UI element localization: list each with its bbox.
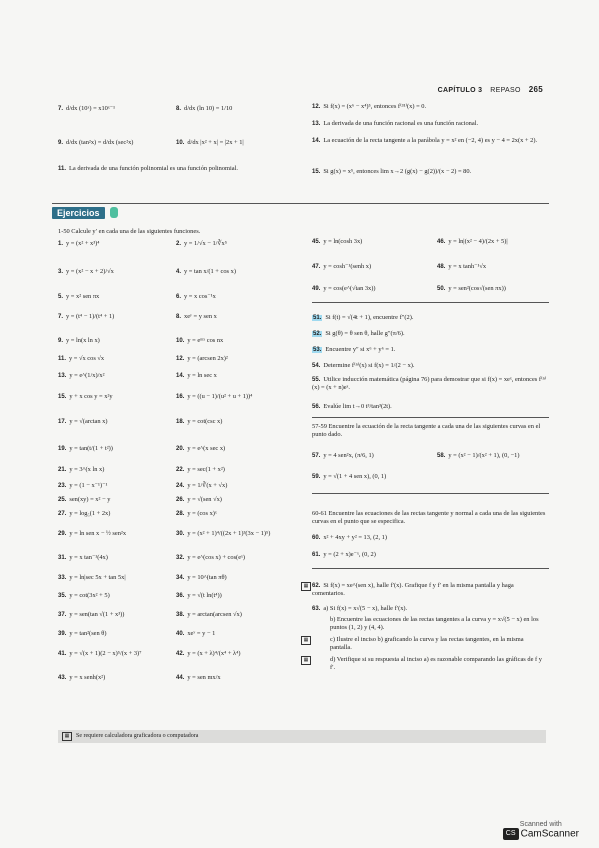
exercise-item: 24. y = 1/∛(x + √x) <box>176 482 228 489</box>
exercise-item: 36. y = √(t ln(t⁴)) <box>176 592 222 599</box>
exercise-item: 11. y = √x cos √x <box>58 355 105 362</box>
problem-item: 63. a) Si f(x) = x√(5 − x), halle f′(x). <box>312 605 408 612</box>
exercise-item: 39. y = tan²(sen θ) <box>58 630 107 637</box>
tf-item: 8. d/dx (ln 10) = 1/10 <box>176 105 233 112</box>
exercise-item: 1. y = (x² + x³)⁴ <box>58 240 100 247</box>
exercise-item: 46. y = ln|(x² − 4)/(2x + 5)| <box>437 238 508 245</box>
problem-subitem: c) Ilustre el inciso b) graficando la curva y las rectas tangentes, en la misma pantalla. <box>330 636 524 651</box>
calculator-icon: ▦ <box>62 732 72 741</box>
chapter-label: CAPÍTULO 3 <box>437 87 483 94</box>
exercise-item: 4. y = tan x/(1 + cos x) <box>176 268 236 275</box>
exercise-item: 28. y = (cos x)ˣ <box>176 510 217 517</box>
problem-subitem: d) Verifique si su respuesta al inciso a) es razonable comparando las gráficas de f y f′. <box>330 656 542 671</box>
exercise-item: 31. y = x tan⁻¹(4x) <box>58 554 108 561</box>
exercise-item: 14. y = ln sec x <box>176 372 217 379</box>
footer-text: Se requiere calculadora graficadora o computadora <box>76 733 199 739</box>
exercise-item: 43. y = x senh(x²) <box>58 674 106 681</box>
exercise-item: 30. y = (x² + 1)⁴/((2x + 1)³(3x − 1)⁵) <box>176 530 271 537</box>
exercise-item: 5. y = x² sen πx <box>58 293 100 300</box>
problem-item: 51. Si f(t) = √(4t + 1), encuentre f″(2). <box>313 314 414 321</box>
exercise-item: 29. y = ln sen x − ½ sen²x <box>58 530 127 537</box>
exercise-item: 27. y = log₅(1 + 2x) <box>58 510 111 517</box>
exercise-item: 6. y = x cos⁻¹x <box>176 293 216 300</box>
tf-item: 11. La derivada de una función polinomial es una función polinomial. <box>58 165 238 172</box>
problem-item: 56. Evalúe lim t→0 t³/tan³(2t). <box>312 403 392 410</box>
problem-item: 52. Si g(θ) = θ sen θ, halle g″(π/6). <box>313 330 405 337</box>
exercise-item: 35. y = cot(3x² + 5) <box>58 592 110 599</box>
problem-item: 62. Si f(x) = xe^(sen x), halle f′(x). Grafique f y f′ en la misma pantalla y haga comentarios. <box>312 582 514 597</box>
exercise-item: 3. y = (x² − x + 2)/√x <box>58 268 114 275</box>
problem-item: 61. y = (2 + x)e⁻ˣ, (0, 2) <box>312 551 376 558</box>
page-header <box>438 85 543 94</box>
exercise-item: 22. y = sec(1 + x²) <box>176 466 225 473</box>
exercise-item: 33. y = ln|sec 5x + tan 5x| <box>58 574 126 581</box>
column-rule <box>312 493 549 494</box>
camscanner-logo: CS <box>503 828 519 840</box>
exercise-item: 13. y = e^(1/x)/x² <box>58 372 105 379</box>
tf-item: 15. Si g(x) = x⁵, entonces lim x→2 (g(x) − g(2))/(x − 2) = 80. <box>312 168 472 175</box>
column-rule <box>312 417 549 418</box>
exercise-item: 49. y = cos(e^(√tan 3x)) <box>312 285 376 292</box>
exercise-item: 45. y = ln(cosh 3x) <box>312 238 363 245</box>
exercises-intro: 1-50 Calcule y′ en cada una de las siguientes funciones. <box>58 228 201 235</box>
footer-note <box>58 730 546 743</box>
problem-item: 53. Encuentre y″ si x⁶ + y⁶ = 1. <box>313 346 396 353</box>
problem-item: 57. y = 4 sen²x, (π/6, 1) <box>312 452 374 459</box>
exercise-item: 17. y = √(arctan x) <box>58 418 108 425</box>
scanner-line1: Scanned with <box>519 821 562 828</box>
calculator-icon: ▦ <box>301 656 311 665</box>
exercise-item: 34. y = 10^(tan πθ) <box>176 574 227 581</box>
exercise-item: 50. y = sen²(cos√(sen πx)) <box>437 285 506 292</box>
exercise-item: 38. y = arctan(arcsen √x) <box>176 611 242 618</box>
exercise-item: 48. y = x tanh⁻¹√x <box>437 263 487 270</box>
scanner-line2: CamScanner <box>520 828 579 840</box>
tf-item: 13. La derivada de una función racional es una función racional. <box>312 120 479 127</box>
exercise-item: 21. y = 3^(x ln x) <box>58 466 105 473</box>
column-rule <box>312 302 549 303</box>
tf-item: 12. Si f(x) = (x⁶ − x⁴)⁵, entonces f⁽³¹⁾(x) = 0. <box>312 103 427 110</box>
exercise-item: 40. xeʸ = y − 1 <box>176 630 216 637</box>
tf-item: 7. d/dx (10ˣ) = x10ˣ⁻¹ <box>58 105 115 112</box>
exercise-item: 47. y = cosh⁻¹(senh x) <box>312 263 372 270</box>
tf-item: 9. d/dx (tan²x) = d/dx (sec²x) <box>58 139 134 146</box>
tf-item: 14. La ecuación de la recta tangente a la parábola y = x² en (−2, 4) es y − 4 = 2x(x + 2). <box>312 137 538 144</box>
exercise-item: 8. xeʸ = y sen x <box>176 313 217 320</box>
exercise-item: 19. y = tan(t/(1 + t²)) <box>58 445 113 452</box>
exercise-item: 25. sen(xy) = x² − y <box>58 496 111 503</box>
problem-item: 55. Utilice inducción matemática (página 76) para demostrar que si f(x) = xeˣ, entonces f⁽ⁿ⁾(x) = (x + n)eˣ. <box>312 376 547 391</box>
section-intro: 60-61 Encuentre las ecuaciones de las rectas tangente y normal a cada una de las siguientes curvas en el punto que se especifica. <box>312 510 546 525</box>
column-rule <box>312 568 549 569</box>
exercise-item: 37. y = sen(tan √(1 + x³)) <box>58 611 125 618</box>
problem-subitem: b) Encuentre las ecuaciones de las rectas tangentes a la curva y = x√(5 − x) en los puntos (1, 2) y (4, 4). <box>330 616 539 631</box>
calculator-icon: ▦ <box>301 582 311 591</box>
section-intro: 57-59 Encuentre la ecuación de la recta tangente a cada una de las siguientes curvas en el punto dado. <box>312 423 541 438</box>
exercise-item: 26. y = √(sen √x) <box>176 496 222 503</box>
heading-tab <box>110 207 118 218</box>
exercise-item: 9. y = ln(x ln x) <box>58 337 100 344</box>
exercise-item: 20. y = e^(x sec x) <box>176 445 226 452</box>
exercise-item: 44. y = sen mx/x <box>176 674 221 681</box>
exercise-item: 32. y = e^(cos x) + cos(eˣ) <box>176 554 245 561</box>
exercise-item: 7. y = (t⁴ − 1)/(t⁴ + 1) <box>58 313 115 320</box>
exercise-item: 12. y = (arcsen 2x)² <box>176 355 228 362</box>
exercise-item: 16. y = ((u − 1)/(u² + u + 1))⁴ <box>176 393 253 400</box>
exercise-item: 2. y = 1/√x − 1/∛x⁵ <box>176 240 227 247</box>
exercise-item: 41. y = √(x + 1)(2 − x)⁵/(x + 3)⁷ <box>58 650 142 657</box>
exercise-item: 42. y = (x + λ)⁴/(x⁴ + λ⁴) <box>176 650 241 657</box>
section-rule <box>52 203 549 204</box>
scanner-watermark <box>503 821 579 840</box>
exercises-heading: Ejercicios <box>52 207 105 219</box>
page-number: 265 <box>528 85 543 94</box>
exercise-item: 10. y = eᵐˣ cos nx <box>176 337 224 344</box>
calculator-icon: ▦ <box>301 636 311 645</box>
section-label: REPASO <box>490 87 521 94</box>
problem-item: 58. y = (x² − 1)/(x² + 1), (0, −1) <box>437 452 520 459</box>
problem-item: 59. y = √(1 + 4 sen x), (0, 1) <box>312 473 387 480</box>
problem-item: 54. Determine f⁽ⁿ⁾(x) si f(x) = 1/(2 − x). <box>312 362 415 369</box>
exercise-item: 23. y = (1 − x⁻¹)⁻¹ <box>58 482 108 489</box>
exercise-item: 15. y + x cos y = x²y <box>58 393 113 400</box>
problem-item: 60. x² + 4xy + y² = 13, (2, 1) <box>312 534 387 541</box>
exercise-item: 18. y = cot(csc x) <box>176 418 223 425</box>
tf-item: 10. d/dx |x² + x| = |2x + 1| <box>176 139 244 146</box>
